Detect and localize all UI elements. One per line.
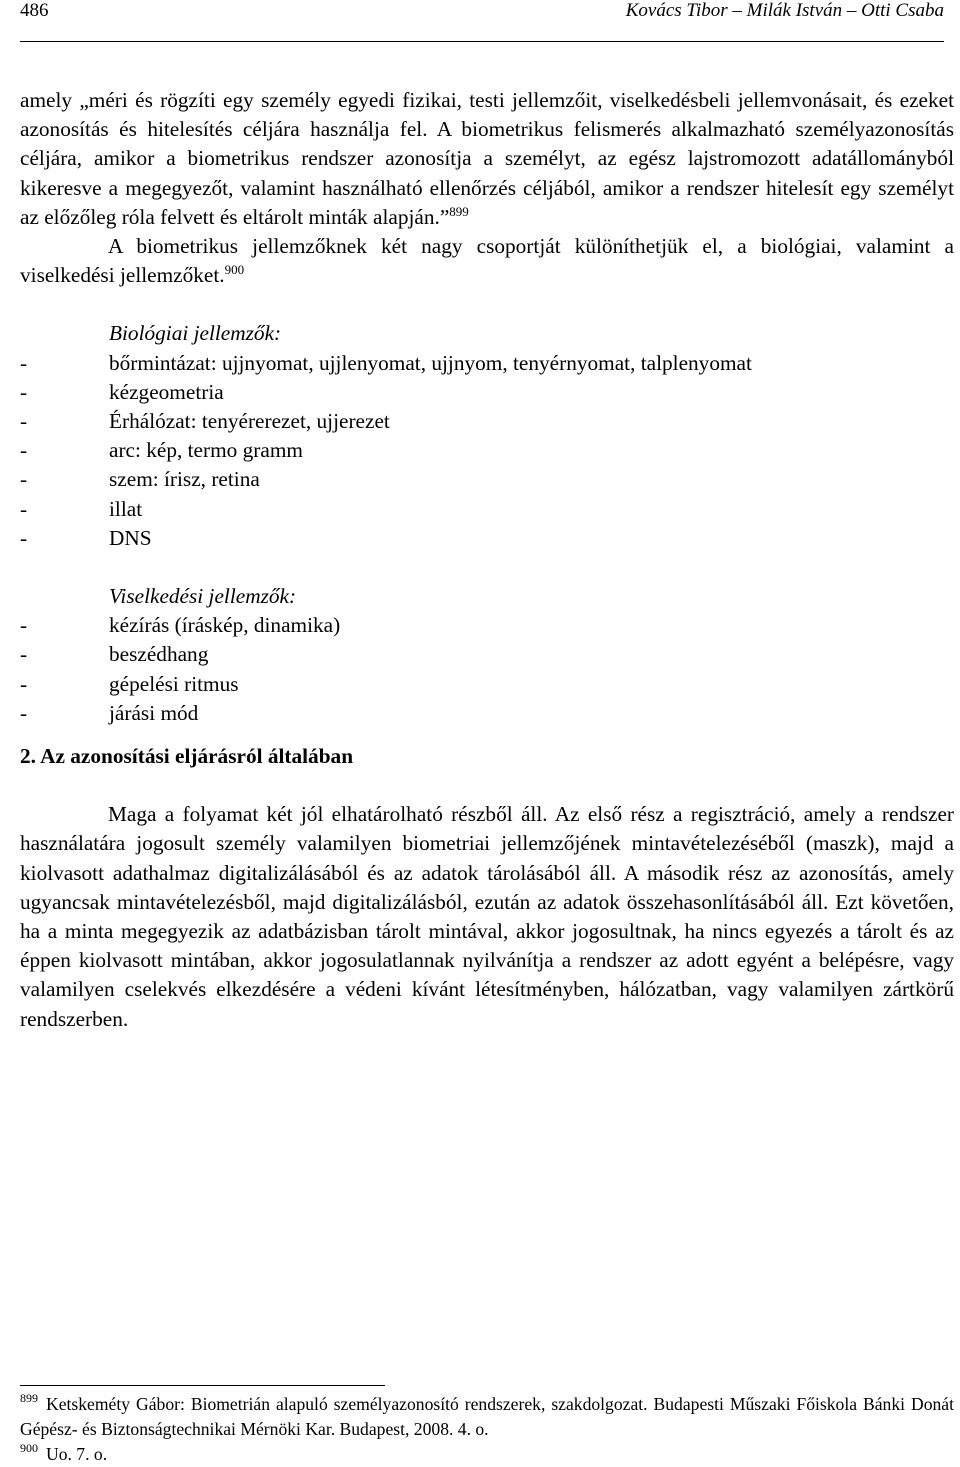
biological-list-title: Biológiai jellemzők: [109,321,282,346]
groups-text: A biometrikus jellemzőknek két nagy csoportját különíthetjük el, a biológiai, valamint a viselkedési jellemzőket. [20,234,954,288]
behavioral-list [20,611,954,728]
groups-paragraph [20,232,954,290]
footnote-rule [20,1385,385,1386]
list-item-text: kézgeometria [109,379,224,404]
dash-bullet: - [20,642,28,667]
biological-list [20,349,954,553]
footnotes [20,1392,954,1467]
list-item [20,670,954,699]
list-item-text: szem: írisz, retina [109,467,260,492]
list-item [20,611,954,640]
dash-bullet: - [20,379,28,404]
list-item [20,378,954,407]
footnote-ref-899[interactable]: 899 [449,203,469,219]
quote-text: amely „méri és rögzíti egy személy egyedi fizikai, testi jellemzőit, viselkedésbeli jellemvonásait, és ezeket azonosítás és hitelesítés céljára használja fel. A biometrikus felismerés alkalmazható személyazonosítás céljára, amikor a biometrikus rendszer azonosítja a személyt, az egész lajstromozott adatállományból kikeresve a megegyezőt, valamint használható ellenőrzés céljából, amikor a rendszer hitelesít egy személyt az előzőleg róla felvett és eltárolt minták alapján.” [20,88,954,229]
dash-bullet: - [20,467,28,492]
list-item [20,524,954,553]
list-item-text: kézírás (íráskép, dinamika) [109,613,341,638]
list-item-text: Érhálózat: tenyérerezet, ujjerezet [109,409,390,434]
dash-bullet: - [20,700,28,725]
dash-bullet: - [20,409,28,434]
list-item [20,407,954,436]
footnote-number: 900 [20,1441,38,1455]
list-item-text: járási mód [109,700,199,725]
dash-bullet: - [20,525,28,550]
list-item-text: beszédhang [109,642,209,667]
list-item-text: bőrmintázat: ujjnyomat, ujjlenyomat, ujjnyom, tenyérnyomat, talplenyomat [109,350,752,375]
list-item [20,465,954,494]
running-head: Kovács Tibor – Milák István – Otti Csaba [625,0,944,21]
list-item [20,495,954,524]
footnote-number: 899 [20,1391,38,1405]
dash-bullet: - [20,496,28,521]
spacer [20,553,954,582]
footnote-900 [20,1442,954,1467]
list-item-text: DNS [109,525,152,550]
page-number: 486 [20,0,49,21]
list-item-text: illat [109,496,143,521]
dash-bullet: - [20,613,28,638]
page-header [20,0,944,26]
list-item [20,640,954,669]
list-item-text: gépelési ritmus [109,671,239,696]
dash-bullet: - [20,438,28,463]
list-item [20,349,954,378]
footnote-899 [20,1392,954,1442]
list-item [20,436,954,465]
main-content [20,86,954,1034]
section-heading: 2. Az azonosítási eljárásról általában [20,744,354,769]
list-item [20,699,954,728]
footnote-text: Ketskeméty Gábor: Biometrián alapuló személyazonosító rendszerek, szakdolgozat. Budapesti Műszaki Főiskola Bánki Donát Gépész- és Biztonságtechnikai Mérnöki Kar. Budapest, 2008. 4. o. [20,1394,954,1439]
quote-paragraph [20,86,954,232]
spacer [20,771,954,800]
footnote-ref-900[interactable]: 900 [224,262,245,278]
header-rule [20,41,944,42]
section-paragraph: Maga a folyamat két jól elhatárolható részből áll. Az első rész a regisztráció, amely a rendszer használatára jogosult személy valamilyen biometriai jellemzőjének mintavételezéséből (maszk), majd a kiolvasott adathalmaz digitalizálásából és az adatok tárolásából áll. A második rész az azonosítás, amely ugyancsak mintavételezésből, majd digitalizálásból, ezután az adatok összehasonlításából áll. Ezt követően, ha a minta megegyezik az adatbázisban tárolt mintával, akkor jogosultnak, ha nincs egyezés a tárolt és az éppen kiolvasott mintában, akkor jogosulatlannak nyilvánítja a rendszer az adott egyént a belépésre, vagy valamilyen cselekvés elkezdésére a védeni kívánt létesítményben, hálózatban, vagy valamilyen zártkörű rendszerben. [20,802,954,1031]
behavioral-list-title: Viselkedési jellemzők: [109,584,297,609]
list-item-text: arc: kép, termo gramm [109,438,303,463]
spacer [20,290,954,319]
dash-bullet: - [20,350,28,375]
dash-bullet: - [20,671,28,696]
footnote-text: Uo. 7. o. [46,1444,108,1464]
